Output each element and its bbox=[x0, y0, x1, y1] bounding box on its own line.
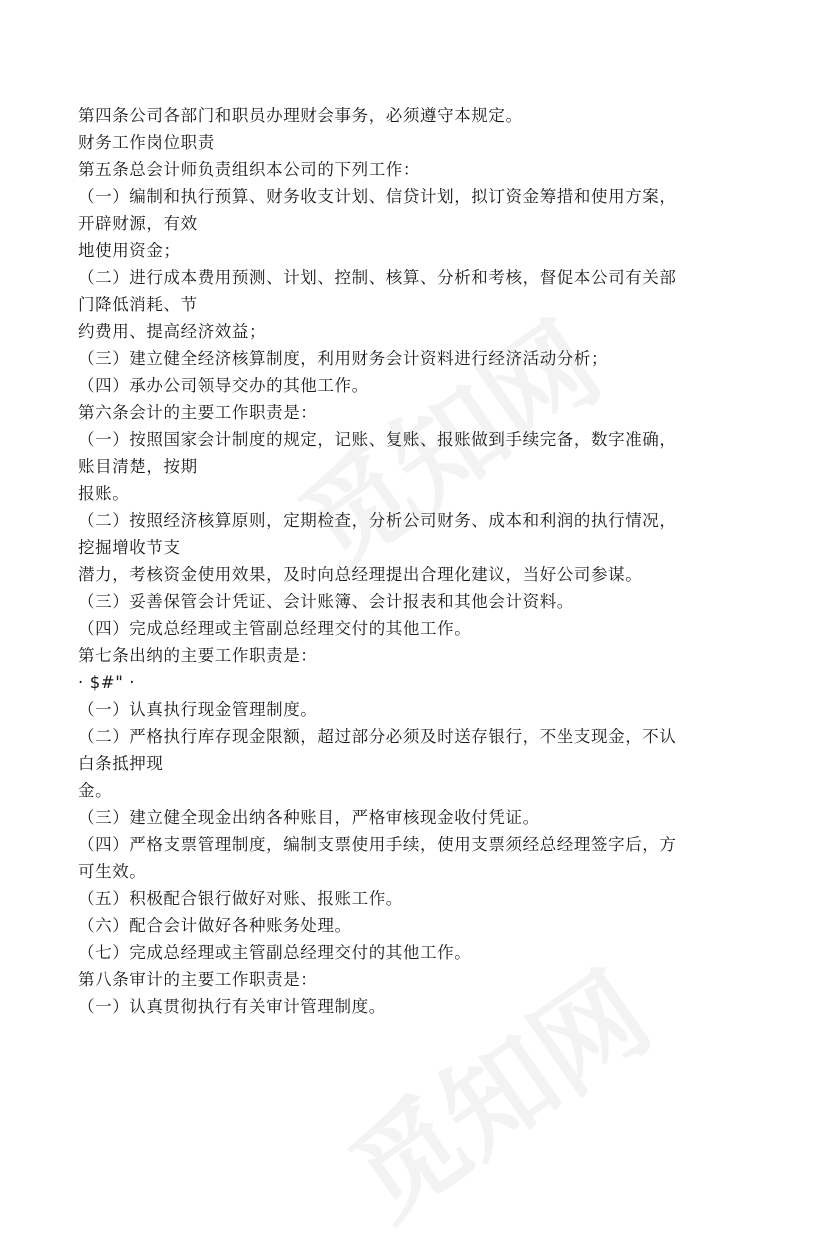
text-line: （一）认真执行现金管理制度。 bbox=[78, 700, 318, 719]
text-line: 第六条会计的主要工作职责是： bbox=[78, 403, 318, 422]
text-line: 挖掘增收节支 bbox=[78, 538, 181, 557]
text-line: （五）积极配合银行做好对账、报账工作。 bbox=[78, 889, 403, 908]
text-line: （二）严格执行库存现金限额，超过部分必须及时送存银行，不坐支现金，不认 bbox=[78, 727, 677, 746]
text-line: （二）按照经济核算原则，定期检查，分析公司财务、成本和利润的执行情况， bbox=[78, 511, 677, 530]
text-line: （四）完成总经理或主管副总经理交付的其他工作。 bbox=[78, 619, 472, 638]
text-line: 约费用、提高经济效益； bbox=[78, 322, 267, 341]
text-line: （三）建立健全现金出纳各种账目，严格审核现金收付凭证。 bbox=[78, 808, 540, 827]
text-line: 地使用资金； bbox=[78, 241, 181, 260]
section-heading: 财务工作岗位职责 bbox=[78, 133, 215, 152]
text-line: （一）编制和执行预算、财务收支计划、信贷计划，拟订资金筹措和使用方案， bbox=[78, 187, 677, 206]
text-line: 白条抵押现 bbox=[78, 754, 164, 773]
text-line: （四）严格支票管理制度，编制支票使用手续，使用支票须经总经理签字后，方 bbox=[78, 835, 677, 854]
document-body bbox=[78, 102, 768, 1020]
text-line: （一）按照国家会计制度的规定，记账、复账、报账做到手续完备，数字准确， bbox=[78, 430, 677, 449]
text-line: （二）进行成本费用预测、计划、控制、核算、分析和考核，督促本公司有关部 bbox=[78, 268, 677, 287]
text-line: 门降低消耗、节 bbox=[78, 295, 198, 314]
text-line: （一）认真贯彻执行有关审计管理制度。 bbox=[78, 997, 386, 1016]
text-line: 第五条总会计师负责组织本公司的下列工作： bbox=[78, 160, 420, 179]
text-line: 可生效。 bbox=[78, 862, 147, 881]
text-line: 第七条出纳的主要工作职责是： bbox=[78, 646, 318, 665]
text-line: 报账。 bbox=[78, 484, 130, 503]
text-line: （三）妥善保管会计凭证、会计账簿、会计报表和其他会计资料。 bbox=[78, 592, 574, 611]
text-line: （六）配合会计做好各种账务处理。 bbox=[78, 916, 352, 935]
text-line: （四）承办公司领导交办的其他工作。 bbox=[78, 376, 369, 395]
text-line: （三）建立健全经济核算制度，利用财务会计资料进行经济活动分析； bbox=[78, 349, 609, 368]
text-line: 账目清楚，按期 bbox=[78, 457, 198, 476]
page-marker: · $#" · bbox=[78, 673, 136, 692]
text-line: 金。 bbox=[78, 781, 113, 800]
text-line: （七）完成总经理或主管副总经理交付的其他工作。 bbox=[78, 943, 472, 962]
text-line: 潜力，考核资金使用效果，及时向总经理提出合理化建议，当好公司参谋。 bbox=[78, 565, 643, 584]
text-line: 开辟财源，有效 bbox=[78, 214, 198, 233]
text-line: 第八条审计的主要工作职责是： bbox=[78, 970, 318, 989]
text-line: 第四条公司各部门和职员办理财会事务，必须遵守本规定。 bbox=[78, 106, 523, 125]
